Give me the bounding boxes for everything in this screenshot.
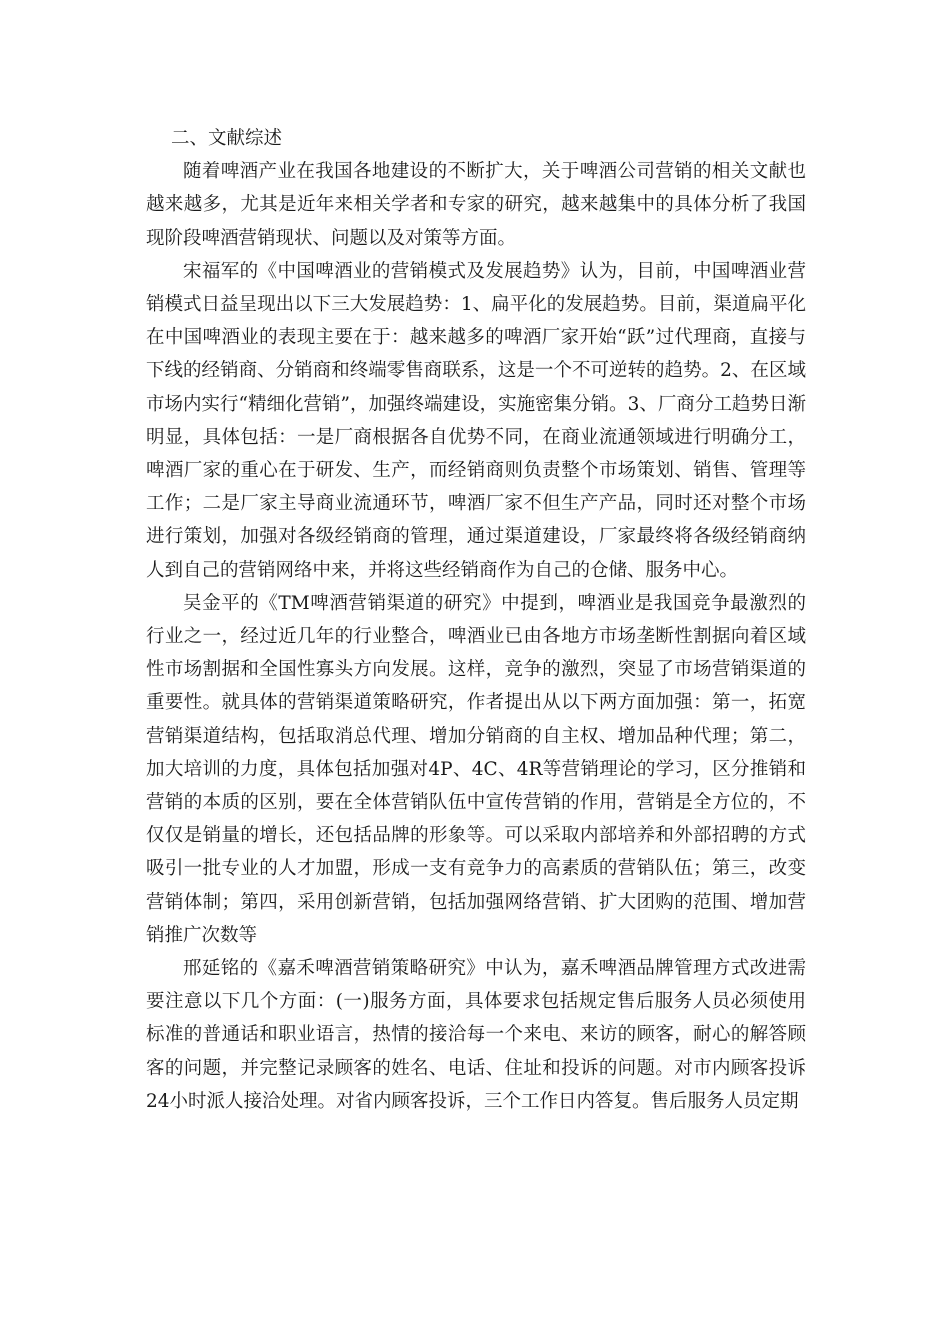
paragraph-wu-jinping: 吴金平的《TM啤酒营销渠道的研究》中提到，啤酒业是我国竞争最激烈的行业之一，经过近几年的行业整合，啤酒业已由各地方市场垄断性割据向着区域性市场割据和全国性寡头方向发展。这样，竞争的激烈，突显了市场营销渠道的重要性。就具体的营销渠道策略研究，作者提出从以下两方面加强：第一，拓宽营销渠道结构，包括取消总代理、增加分销商的自主权、增加品种代理；第二，加大培训的力度，具体包括加强对4P、4C、4R等营销理论的学习，区分推销和营销的本质的区别，要在全体营销队伍中宣传营销的作用，营销是全方位的，不仅仅是销量的增长，还包括品牌的形象等。可以采取内部培养和外部招聘的方式吸引一批专业的人才加盟，形成一支有竞争力的高素质的营销队伍；第三，改变营销体制；第四，采用创新营销，包括加强网络营销、扩大团购的范围、增加营销推广次数等 [146, 592, 806, 946]
paragraph-intro: 随着啤酒产业在我国各地建设的不断扩大，关于啤酒公司营销的相关文献也越来越多，尤其是近年来相关学者和专家的研究，越来越集中的具体分析了我国现阶段啤酒营销现状、问题以及对策等方面。 [146, 161, 806, 249]
document-body [146, 122, 806, 1118]
paragraph-song-fujun: 宋福军的《中国啤酒业的营销模式及发展趋势》认为，目前，中国啤酒业营销模式日益呈现出以下三大发展趋势：1、扁平化的发展趋势。目前，渠道扁平化在中国啤酒业的表现主要在于：越来越多的啤酒厂家开始“跃”过代理商，直接与下线的经销商、分销商和终端零售商联系，这是一个不可逆转的趋势。2、在区域市场内实行“精细化营销”，加强终端建设，实施密集分销。3、厂商分工趋势日渐明显，具体包括：一是厂商根据各自优势不同，在商业流通领域进行明确分工，啤酒厂家的重心在于研发、生产，而经销商则负责整个市场策划、销售、管理等工作；二是厂家主导商业流通环节，啤酒厂家不但生产产品，同时还对整个市场进行策划，加强对各级经销商的管理，通过渠道建设，厂家最终将各级经销商纳人到自己的营销网络中来，并将这些经销商作为自己的仓储、服务中心。 [146, 260, 806, 581]
paragraph-xing-yanming: 邢延铭的《嘉禾啤酒营销策略研究》中认为，嘉禾啤酒品牌管理方式改进需要注意以下几个方面：(一)服务方面，具体要求包括规定售后服务人员必须使用标准的普通话和职业语言，热情的接洽每一个来电、来访的顾客，耐心的解答顾客的问题，并完整记录顾客的姓名、电话、住址和投诉的问题。对市内顾客投诉24小时派人接洽处理。对省内顾客投诉，三个工作日内答复。售后服务人员定期 [146, 958, 806, 1112]
section-heading: 二、文献综述 [171, 128, 283, 149]
